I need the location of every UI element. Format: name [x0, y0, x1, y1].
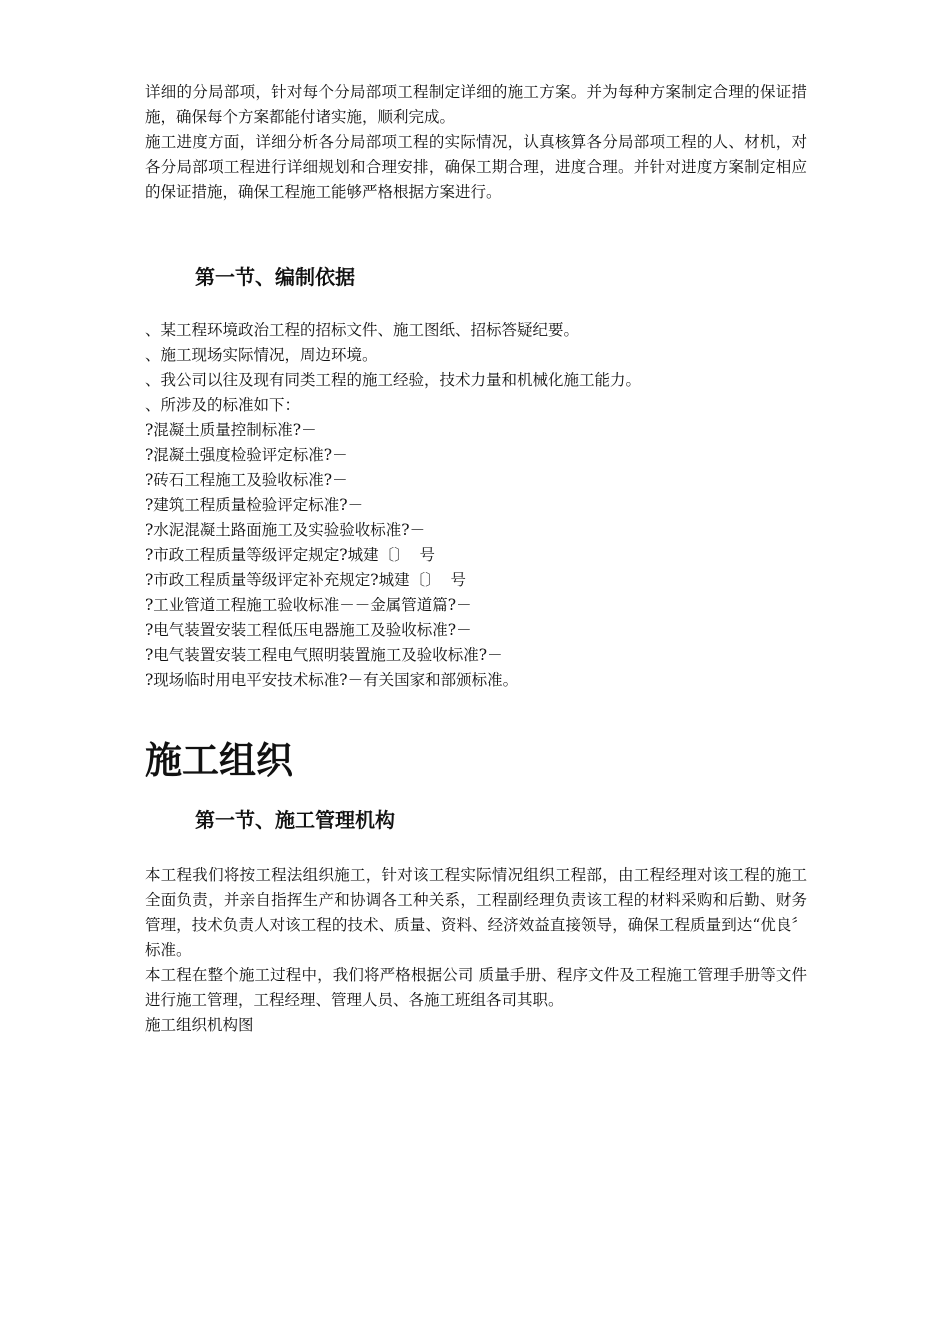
- spacer: [145, 292, 807, 318]
- standard-item: ?市政工程质量等级评定补充规定?城建〔〕 号: [145, 571, 466, 589]
- figure-caption: 施工组织机构图: [145, 1016, 254, 1034]
- standard-item: ?建筑工程质量检验评定标准?－: [145, 496, 364, 514]
- standard-item: ?现场临时用电平安技术标准?－有关国家和部颁标准。: [145, 671, 519, 689]
- basis-item: 、我公司以往及现有同类工程的施工经验，技术力量和机械化施工能力。: [145, 371, 642, 389]
- standard-item: ?市政工程质量等级评定规定?城建〔〕 号: [145, 546, 435, 564]
- section-heading-basis: 第一节、编制依据: [195, 265, 355, 289]
- standard-item: ?工业管道工程施工验收标准－－金属管道篇?－: [145, 596, 472, 614]
- basis-item: 、所涉及的标准如下：: [145, 396, 301, 414]
- standard-item: ?电气装置安装工程电气照明装置施工及验收标准?－: [145, 646, 503, 664]
- standard-item: ?砖石工程施工及验收标准?－: [145, 471, 348, 489]
- management-paragraph-1: 本工程我们将按工程法组织施工，针对该工程实际情况组织工程部，由工程经理对该工程的施工全面负责，并亲自指挥生产和协调各工种关系，工程副经理负责该工程的材料采购和后勤、财务管理，技术负责人对该工程的技术、质量、资料、经济效益直接领导，确保工程质量到达“优良〞标准。: [145, 866, 807, 959]
- spacer: [145, 205, 807, 262]
- intro-paragraph-1: 详细的分局部项，针对每个分局部项工程制定详细的施工方案。并为每种方案制定合理的保证措施，确保每个方案都能付诸实施，顺利完成。: [145, 83, 807, 126]
- standard-item: ?电气装置安装工程低压电器施工及验收标准?－: [145, 621, 472, 639]
- chapter-title: 施工组织: [145, 739, 293, 782]
- management-paragraph-2: 本工程在整个施工过程中，我们将严格根据公司 质量手册、程序文件及工程施工管理手册等文件进行施工管理，工程经理、管理人员、各施工班组各司其职。: [145, 966, 807, 1009]
- spacer: [145, 835, 807, 863]
- standard-item: ?混凝土质量控制标准?－: [145, 421, 317, 439]
- section-heading-management: 第一节、施工管理机构: [195, 808, 395, 832]
- standard-item: ?混凝土强度检验评定标准?－: [145, 446, 348, 464]
- standard-item: ?水泥混凝土路面施工及实验验收标准?－: [145, 521, 426, 539]
- basis-item: 、某工程环境政治工程的招标文件、施工图纸、招标答疑纪要。: [145, 321, 580, 339]
- basis-list: [145, 318, 807, 693]
- document-page: [145, 80, 807, 1038]
- spacer: [145, 693, 807, 739]
- spacer: [145, 783, 807, 805]
- basis-item: 、施工现场实际情况，周边环境。: [145, 346, 378, 364]
- intro-paragraph-2: 施工进度方面，详细分析各分局部项工程的实际情况，认真核算各分局部项工程的人、材机，对各分局部项工程进行详细规划和合理安排，确保工期合理，进度合理。并针对进度方案制定相应的保证措施，确保工程施工能够严格根据方案进行。: [145, 133, 807, 201]
